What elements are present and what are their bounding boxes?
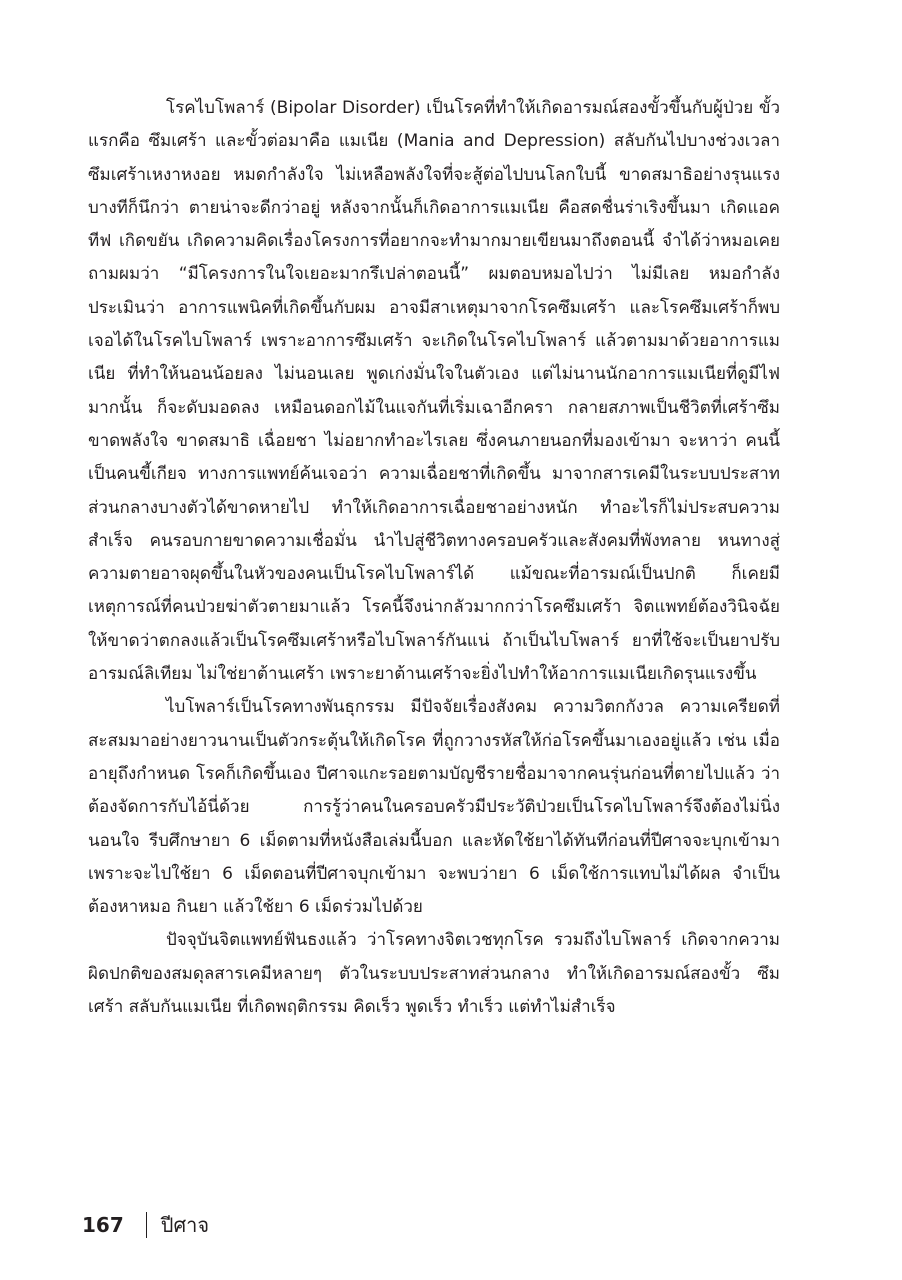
running-title: ปีศาจ: [160, 1213, 210, 1237]
footer-divider: [146, 1212, 147, 1238]
paragraph-1: โรคไบโพลาร์ (Bipolar Disorder) เป็นโรคที่ทำให้เกิดอารมณ์สองขั้วขึ้นกับผู้ป่วย ขั้วแรกคือ ซึมเศร้า และขั้วต่อมาคือ แมเนีย (Mania and Depression) สลับกันไปบางช่วงเวลาซึมเศร้าเหงาหงอย หมดกำลังใจ ไม่เหลือพลังใจที่จะสู้ต่อไปบนโลกใบนี้ ขาดสมาธิอย่างรุนแรง บางทีก็นึกว่า ตายน่าจะดีกว่าอยู่ หลังจากนั้นก็เกิดอาการแมเนีย คือสดชื่นร่าเริงขึ้นมา เกิดแอคทีฟ เกิดขยัน เกิดความคิดเรื่องโครงการที่อยากจะทำมากมายเขียนมาถึงตอนนี้ จำได้ว่าหมอเคยถามผมว่า “มีโครงการในใจเยอะมากรึเปล่าตอนนี้” ผมตอบหมอไปว่า ไม่มีเลย หมอกำลังประเมินว่า อาการแพนิคที่เกิดขึ้นกับผม อาจมีสาเหตุมาจากโรคซึมเศร้า และโรคซึมเศร้าก็พบเจอได้ในโรคไบโพลาร์ เพราะอาการซึมเศร้า จะเกิดในโรคไบโพลาร์ แล้วตามมาด้วยอาการแมเนีย ที่ทำให้นอนน้อยลง ไม่นอนเลย พูดเก่งมั่นใจในตัวเอง แต่ไม่นานนักอาการแมเนียที่ดูมีไฟมากนั้น ก็จะดับมอดลง เหมือนดอกไม้ในแจกันที่เริ่มเฉาอีกครา กลายสภาพเป็นชีวิตที่เศร้าซึม ขาดพลังใจ ขาดสมาธิ เฉื่อยชา ไม่อยากทำอะไรเลย ซึ่งคนภายนอกที่มองเข้ามา จะหาว่า คนนี้เป็นคนขี้เกียจ ทางการแพทย์ค้นเจอว่า ความเฉื่อยชาที่เกิดขึ้น มาจากสารเคมีในระบบประสาทส่วนกลางบางตัวได้ขาดหายไป ทำให้เกิดอาการเฉื่อยชาอย่างหนัก ทำอะไรก็ไม่ประสบความสำเร็จ คนรอบกายขาดความเชื่อมั่น นำไปสู่ชีวิตทางครอบครัวและสังคมที่พังทลาย หนทางสู่ความตายอาจผุดขึ้นในหัวของคนเป็นโรคไบโพลาร์ได้ แม้ขณะที่อารมณ์เป็นปกติ ก็เคยมีเหตุการณ์ที่คนป่วยฆ่าตัวตายมาแล้ว โรคนี้จึงน่ากลัวมากกว่าโรคซึมเศร้า จิตแพทย์ต้องวินิจฉัยให้ขาดว่าตกลงแล้วเป็นโรคซึมเศร้าหรือไบโพลาร์กันแน่ ถ้าเป็นไบโพลาร์ ยาที่ใช้จะเป็นยาปรับอารมณ์ลิเทียม ไม่ใช่ยาต้านเศร้า เพราะยาต้านเศร้าจะยิ่งไปทำให้อาการแมเนียเกิดรุนแรงขึ้น: [88, 98, 780, 685]
body-text: [88, 92, 780, 1024]
page-number: 167: [82, 1213, 124, 1237]
paragraph-2: ไบโพลาร์เป็นโรคทางพันธุกรรม มีปัจจัยเรื่องสังคม ความวิตกกังวล ความเครียดที่สะสมมาอย่างยาวนานเป็นตัวกระตุ้นให้เกิดโรค ที่ถูกวางรหัสให้ก่อโรคขึ้นมาเองอยู่แล้ว เช่น เมื่ออายุถึงกำหนด โรคก็เกิดขึ้นเอง ปีศาจแกะรอยตามบัญชีรายชื่อมาจากคนรุ่นก่อนที่ตายไปแล้ว ว่าต้องจัดการกับไอ้นี่ด้วย การรู้ว่าคนในครอบครัวมีประวัติป่วยเป็นโรคไบโพลาร์จึงต้องไม่นิ่งนอนใจ รีบศึกษายา 6 เม็ดตามที่หนังสือเล่มนี้บอก และหัดใช้ยาได้ทันทีก่อนที่ปีศาจจะบุกเข้ามา เพราะจะไปใช้ยา 6 เม็ดตอนที่ปีศาจบุกเข้ามา จะพบว่ายา 6 เม็ดใช้การแทบไม่ได้ผล จำเป็นต้องหาหมอ กินยา แล้วใช้ยา 6 เม็ดร่วมไปด้วย: [88, 697, 780, 918]
page-footer: [82, 1205, 209, 1245]
paragraph-3: ปัจจุบันจิตแพทย์ฟันธงแล้ว ว่าโรคทางจิตเวชทุกโรค รวมถึงไบโพลาร์ เกิดจากความผิดปกติของสมดุลสารเคมีหลายๆ ตัวในระบบประสาทส่วนกลาง ทำให้เกิดอารมณ์สองขั้ว ซึมเศร้า สลับกันแมเนีย ที่เกิดพฤติกรรม คิดเร็ว พูดเร็ว ทำเร็ว แต่ทำไม่สำเร็จ: [88, 930, 780, 1018]
